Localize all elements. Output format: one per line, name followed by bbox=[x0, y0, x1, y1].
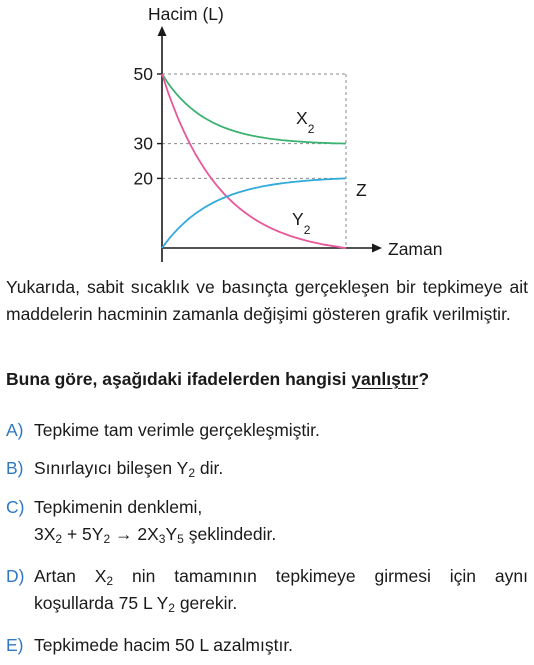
eq-part4: Y bbox=[165, 524, 178, 544]
y-axis-label: Hacim (L) bbox=[148, 4, 224, 24]
opt-d-sub2: 2 bbox=[168, 601, 175, 615]
eq-arrow: → bbox=[110, 524, 138, 544]
x-axis-arrowhead bbox=[372, 244, 382, 253]
eq-sub4: 5 bbox=[177, 532, 184, 546]
volume-time-chart bbox=[0, 0, 534, 270]
option-d-line2 bbox=[34, 590, 528, 617]
option-d-letter: D) bbox=[6, 566, 25, 586]
option-b-part2: dir. bbox=[195, 458, 224, 478]
option-b-text bbox=[34, 455, 528, 482]
option-b-part1: Sınırlayıcı bileşen Y bbox=[34, 458, 189, 478]
series-label-x: $X_2$ bbox=[296, 108, 315, 136]
series-label-y: $Y_2$ bbox=[292, 209, 311, 237]
option-c-equation bbox=[34, 521, 528, 548]
option-e-letter: E) bbox=[6, 635, 24, 655]
option-a-letter: A) bbox=[6, 420, 24, 440]
option-c-line1: Tepkimenin denklemi, bbox=[34, 497, 203, 517]
option-d-text bbox=[34, 563, 528, 617]
eq-part1: 3X bbox=[34, 524, 56, 544]
series-curves bbox=[162, 74, 346, 248]
question-before: Buna göre, aşağıdaki ifadelerden hangisi bbox=[6, 369, 352, 389]
opt-d-part4: gerekir. bbox=[174, 593, 238, 613]
option-e-text: Tepkimede hacim 50 L azalmıştır. bbox=[34, 635, 294, 655]
series-label-z: Z bbox=[356, 180, 367, 200]
eq-part2: + 5Y bbox=[62, 524, 104, 544]
series-line-x bbox=[162, 74, 346, 144]
eq-part3: 2X bbox=[137, 524, 159, 544]
option-c-letter: C) bbox=[6, 497, 25, 517]
option-c-text bbox=[34, 494, 528, 548]
intro-text: Yukarıda, sabit sıcaklık ve basınçta gerçekleşen bir tepkimeye ait maddelerin hacminin zamanla değişimi gösteren grafik verilmiştir. bbox=[6, 277, 528, 324]
question-text bbox=[6, 366, 528, 393]
opt-d-part1: Artan X bbox=[34, 566, 107, 586]
y-tick-label-20: 20 bbox=[133, 168, 153, 189]
y-tick-label-30: 30 bbox=[133, 133, 153, 154]
question-underlined: yanlıştır bbox=[351, 369, 419, 389]
option-b-letter: B) bbox=[6, 458, 24, 478]
series-labels bbox=[292, 108, 367, 237]
eq-sub3: 3 bbox=[158, 532, 166, 546]
question-after: ? bbox=[418, 369, 430, 389]
y-axis-arrowhead bbox=[158, 26, 167, 36]
eq-part5: şeklindedir. bbox=[183, 524, 277, 544]
y-tick-labels bbox=[134, 64, 154, 188]
option-d-line1 bbox=[34, 563, 528, 590]
series-line-y bbox=[162, 74, 346, 248]
opt-d-part3: koşullarda 75 L Y bbox=[34, 593, 169, 613]
series-line-z bbox=[162, 178, 346, 248]
eq-sub2: 2 bbox=[103, 532, 111, 546]
y-tick-label-50: 50 bbox=[133, 64, 153, 84]
option-b-sub1: 2 bbox=[188, 466, 196, 480]
x-axis-label: Zaman bbox=[388, 239, 443, 259]
opt-d-part2: nin tamamının tepkimeye girmesi için aynı bbox=[113, 566, 528, 586]
option-a-text: Tepkime tam verimle gerçekleşmiştir. bbox=[34, 420, 320, 440]
eq-sub1: 2 bbox=[55, 532, 63, 546]
opt-d-sub1: 2 bbox=[106, 574, 114, 588]
